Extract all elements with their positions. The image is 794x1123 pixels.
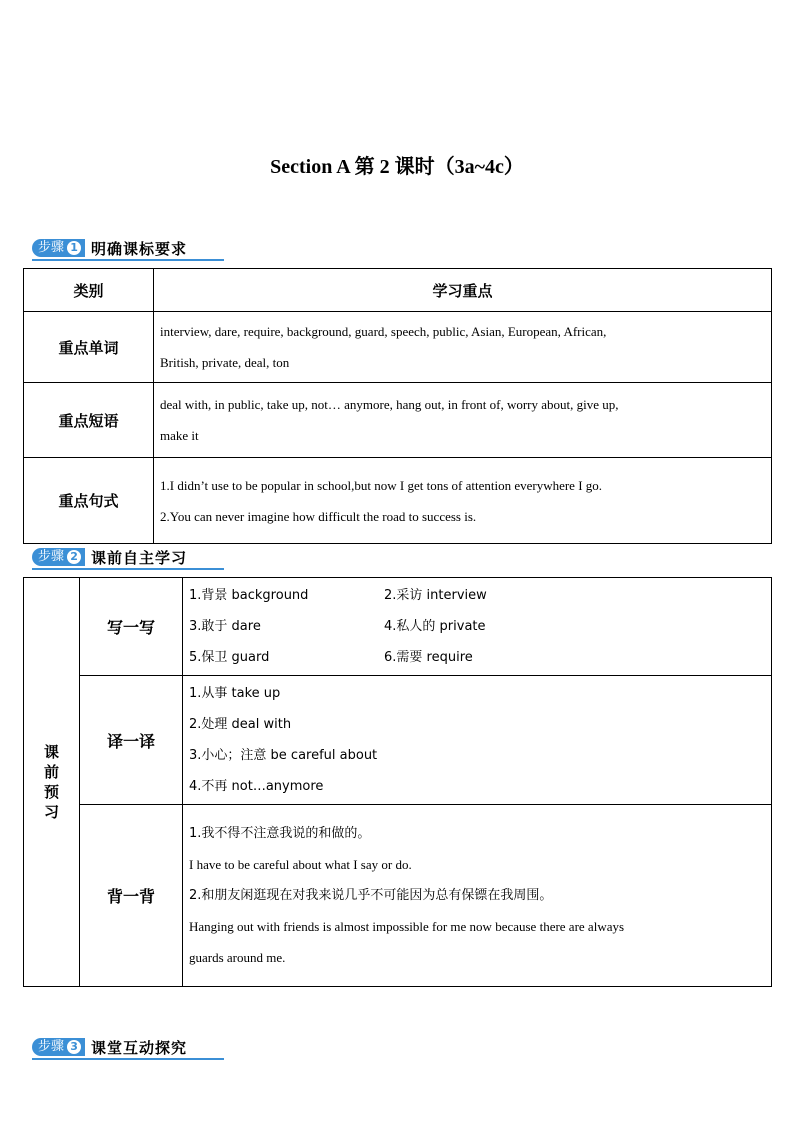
step-underline (32, 259, 224, 261)
row-content-sentences (154, 458, 772, 544)
write-item: 2.采访 interview (384, 588, 487, 603)
recite-line: 2.和朋友闲逛现在对我来说几乎不可能因为总有保镖在我周围。 (189, 888, 553, 903)
row-category-words: 重点单词 (24, 312, 154, 383)
write-item: 5.保卫 guard (189, 650, 270, 665)
write-label: 写一写 (80, 578, 183, 676)
step-number: 3 (67, 1040, 81, 1054)
step-badge (32, 548, 85, 566)
step-3-heading (32, 1037, 187, 1057)
pre-class-study-table (23, 577, 772, 987)
vertical-char: 课 (43, 743, 59, 761)
pre-class-preview-label (24, 578, 80, 987)
step-underline (32, 1058, 224, 1060)
row-category-phrases: 重点短语 (24, 383, 154, 458)
step-badge-text: 步骤 (38, 1039, 65, 1054)
write-item: 1.背景 background (189, 588, 309, 603)
write-item: 4.私人的 private (384, 619, 486, 634)
write-item: 3.敢于 dare (189, 619, 261, 634)
step-badge (32, 239, 85, 257)
step-badge-text: 步骤 (38, 549, 65, 564)
recite-label: 背一背 (80, 805, 183, 987)
recite-line: guards around me. (189, 950, 286, 965)
vertical-char: 习 (43, 803, 59, 821)
row-content-phrases (154, 383, 772, 458)
content-line: deal with, in public, take up, not… anymore, hang out, in front of, worry about, give up, (160, 397, 619, 412)
row-category-sentences: 重点句式 (24, 458, 154, 544)
step-2-heading (32, 547, 187, 567)
step-number: 2 (67, 550, 81, 564)
content-line: make it (160, 428, 199, 443)
step-1-heading (32, 238, 187, 258)
page-title: Section A 第 2 课时（3a~4c） (270, 156, 524, 178)
row-content-words (154, 312, 772, 383)
content-line: 2.You can never imagine how difficult the road to success is. (160, 508, 477, 524)
translate-content (183, 676, 772, 805)
content-line: 1.I didn’t use to be popular in school,but now I get tons of attention everywhere I go. (160, 477, 603, 493)
header-focus: 学习重点 (154, 269, 772, 312)
write-item: 6.需要 require (384, 650, 473, 665)
content-line: interview, dare, require, background, guard, speech, public, Asian, European, African, (160, 324, 607, 339)
step-label: 课堂互动探究 (91, 1038, 188, 1057)
step-badge (32, 1038, 85, 1056)
step-label: 课前自主学习 (91, 548, 188, 567)
translate-item: 2.处理 deal with (189, 717, 292, 732)
recite-content (183, 805, 772, 987)
translate-item: 4.不再 not…anymore (189, 779, 324, 794)
step-badge-text: 步骤 (38, 240, 65, 255)
recite-line: 1.我不得不注意我说的和做的。 (189, 826, 371, 841)
translate-label: 译一译 (80, 676, 183, 805)
recite-line: I have to be careful about what I say or do. (189, 857, 412, 872)
translate-item: 3.小心；注意 be careful about (189, 748, 378, 763)
vertical-char: 前 (43, 763, 59, 781)
step-underline (32, 568, 224, 570)
header-category: 类别 (24, 269, 154, 312)
write-content (183, 578, 772, 676)
step-label: 明确课标要求 (91, 239, 188, 258)
step-number: 1 (67, 241, 81, 255)
content-line: British, private, deal, ton (160, 355, 290, 370)
recite-line: Hanging out with friends is almost impossible for me now because there are always (189, 919, 625, 934)
curriculum-requirements-table (23, 268, 772, 544)
vertical-char: 预 (43, 783, 59, 801)
translate-item: 1.从事 take up (189, 686, 281, 701)
